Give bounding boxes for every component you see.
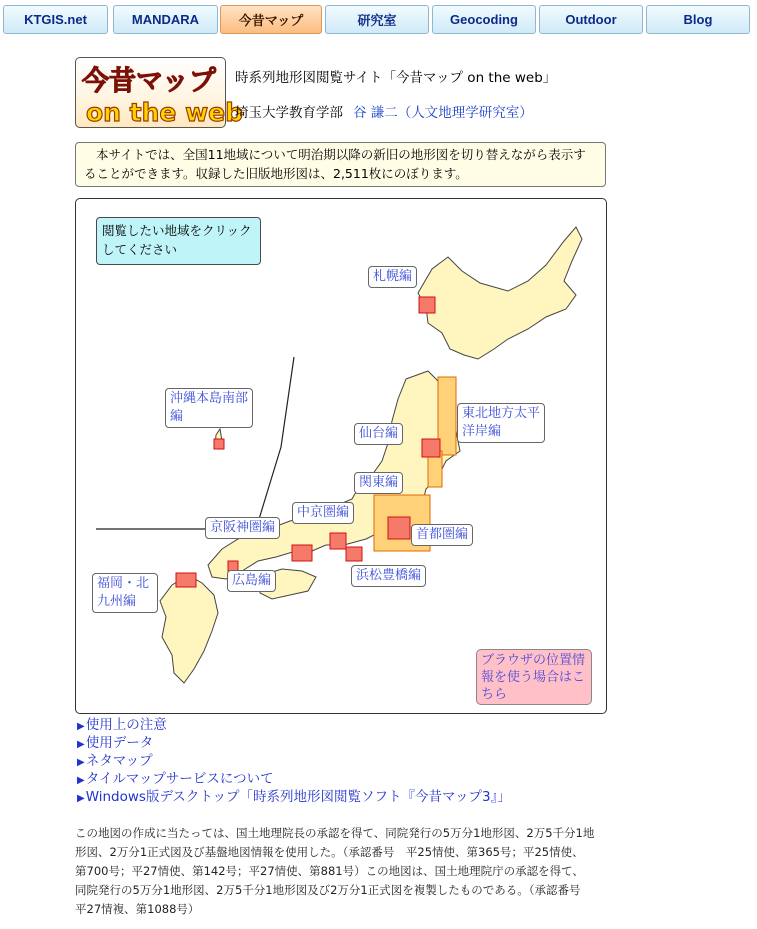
tohoku-coast-area[interactable] [438, 377, 456, 455]
map-instruction: 閲覧したい地域をクリックしてください [96, 217, 261, 265]
region-label-hamamatsu[interactable]: 浜松豊橋編 [351, 565, 426, 587]
tab-blog[interactable]: Blog [646, 5, 750, 34]
inset-border [96, 357, 294, 529]
region-label-sapporo[interactable]: 札幌編 [368, 266, 417, 288]
region-label-sendai[interactable]: 仙台編 [354, 423, 403, 445]
link-data-used[interactable]: ▶使用データ [77, 735, 154, 751]
logo-text-line1: 今昔マップ [82, 66, 216, 97]
logo-text-line2: on the web [86, 98, 244, 127]
triangle-right-icon: ▶ [77, 739, 85, 750]
footer-note: この地図の作成に当たっては、国土地理院長の承認を得て、同院発行の5万分1地形図、2万5千分1地形図、2万分1正式図及び基盤地図情報を使用した。（承認番号 平25情使、第365号；平25情使、第700号；平27情使、第142号；平27情使、第881号）この地図は、国土地理院庁の承認を得て、同院発行の5万分1地形図、2万5千分1地形図及び2万分1正式図を複製したものである。（承認番号 平27情複、第1088号） [75, 826, 595, 916]
author-link[interactable]: 谷 謙二（人文地理学研究室） [353, 105, 533, 121]
region-label-hiroshima[interactable]: 広島編 [227, 570, 276, 592]
link-neta-map[interactable]: ▶ネタマップ [77, 753, 153, 769]
link-usage-notes[interactable]: ▶使用上の注意 [77, 717, 167, 733]
site-title: 時系列地形図閲覧サイト「今昔マップ on the web」 [235, 70, 557, 86]
affiliation [235, 101, 533, 121]
japan-map-panel [75, 198, 607, 714]
geolocation-button[interactable]: ブラウザの位置情報を使う場合はこちら [476, 649, 592, 705]
tab-outdoor[interactable]: Outdoor [539, 5, 643, 34]
keihanshin-area[interactable] [292, 545, 312, 561]
hamamatsu-area[interactable] [346, 547, 362, 561]
link-windows-desktop[interactable]: ▶Windows版デスクトップ「時系列地形図閲覧ソフト『今昔マップ3』」 [77, 789, 511, 805]
fukuoka-area[interactable] [176, 573, 196, 587]
intro-box: 本サイトでは、全国11地域について明治期以降の新旧の地形図を切り替えながら表示することができます。収録した旧版地形図は、2,511枚にのぼります。 [75, 142, 606, 187]
triangle-right-icon: ▶ [77, 793, 85, 804]
hokkaido-shape [418, 227, 582, 359]
region-label-chukyo[interactable]: 中京圏編 [292, 502, 354, 524]
tab-geocoding[interactable]: Geocoding [432, 5, 536, 34]
top-navigation [0, 0, 757, 38]
kyushu-shape [160, 575, 218, 683]
region-label-shuto[interactable]: 首都圏編 [411, 524, 473, 546]
link-tile-map-service[interactable]: ▶タイルマップサービスについて [77, 771, 274, 787]
tab-ktgis[interactable]: KTGIS.net [3, 5, 108, 34]
chukyo-area[interactable] [330, 533, 346, 549]
shuto-area[interactable] [388, 517, 410, 539]
triangle-right-icon: ▶ [77, 775, 85, 786]
tab-konjaku-map[interactable]: 今昔マップ [220, 5, 322, 34]
region-label-fukuoka[interactable]: 福岡・北九州編 [92, 573, 158, 613]
sapporo-area[interactable] [419, 297, 435, 313]
japan-map [76, 199, 608, 715]
region-label-keihanshin[interactable]: 京阪神圏編 [205, 517, 280, 539]
triangle-right-icon: ▶ [77, 757, 85, 768]
region-label-kanto[interactable]: 関東編 [354, 472, 403, 494]
okinawa-area[interactable] [214, 439, 224, 449]
region-label-okinawa[interactable]: 沖縄本島南部編 [165, 388, 253, 428]
tab-mandara[interactable]: MANDARA [113, 5, 218, 34]
affiliation-text: 埼玉大学教育学部 [235, 105, 343, 121]
tab-laboratory[interactable]: 研究室 [325, 5, 429, 34]
link-list [77, 716, 511, 806]
sendai-area[interactable] [422, 439, 440, 457]
triangle-right-icon: ▶ [77, 721, 85, 732]
region-label-tohoku[interactable]: 東北地方太平洋岸編 [457, 403, 545, 443]
site-logo[interactable] [75, 57, 244, 128]
